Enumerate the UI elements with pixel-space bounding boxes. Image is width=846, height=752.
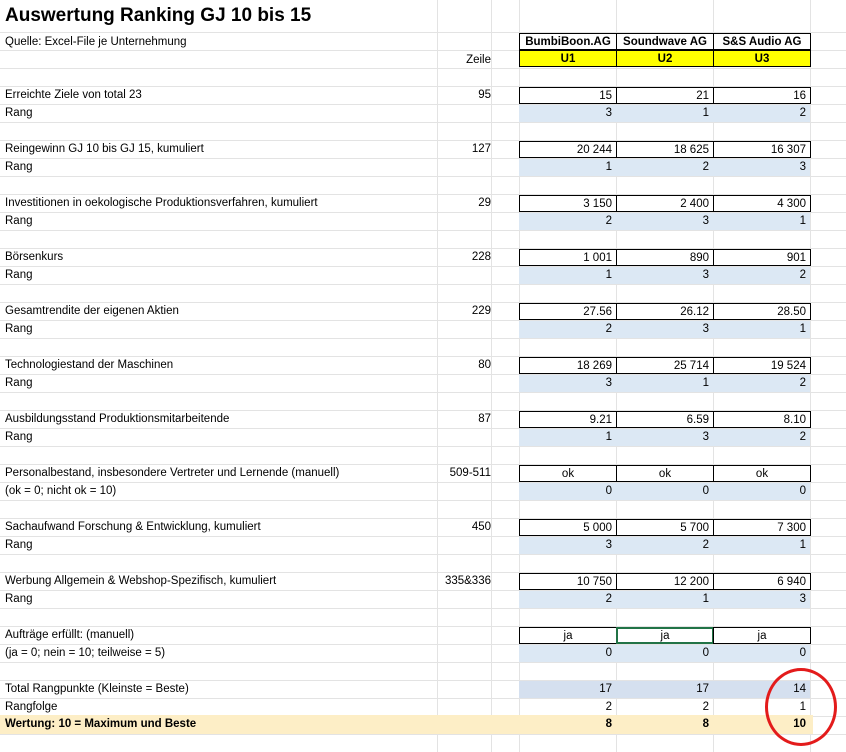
criterion-value-u1[interactable]: 9.21	[519, 411, 617, 428]
criterion-rank-u1[interactable]: 0	[519, 483, 616, 500]
criterion-rank-u2[interactable]: 0	[616, 483, 713, 500]
criterion-value-u2[interactable]: ja	[616, 627, 714, 644]
company-name-u1[interactable]: BumbiBoon.AG	[519, 33, 617, 50]
criterion-label: Technologiestand der Maschinen	[5, 359, 174, 371]
company-code-u1[interactable]: U1	[519, 50, 617, 67]
criterion-rank-u3[interactable]: 2	[713, 429, 810, 446]
criterion-rank-u2[interactable]: 1	[616, 591, 713, 608]
total-u2[interactable]: 17	[616, 681, 713, 698]
criterion-label: Aufträge erfüllt: (manuell)	[5, 629, 135, 641]
criterion-value-u3[interactable]: 4 300	[713, 195, 811, 212]
criterion-zeile: 335&336	[444, 575, 491, 587]
criterion-sublabel: Rang	[5, 431, 33, 443]
criterion-rank-u1[interactable]: 1	[519, 429, 616, 446]
criterion-sublabel: Rang	[5, 593, 33, 605]
criterion-value-u2[interactable]: 890	[616, 249, 714, 266]
criterion-label: Erreichte Ziele von total 23	[5, 89, 142, 101]
criterion-value-u3[interactable]: 901	[713, 249, 811, 266]
criterion-rank-u2[interactable]: 1	[616, 375, 713, 392]
criterion-sublabel: Rang	[5, 107, 33, 119]
criterion-label: Ausbildungsstand Produktionsmitarbeitende	[5, 413, 230, 425]
criterion-label: Werbung Allgemein & Webshop-Spezifisch, kumuliert	[5, 575, 277, 587]
criterion-zeile: 80	[478, 359, 491, 371]
criterion-sublabel: Rang	[5, 215, 33, 227]
criterion-value-u2[interactable]: 26.12	[616, 303, 714, 320]
source-note: Quelle: Excel-File je Unternehmung	[5, 36, 187, 48]
grid-row-line	[0, 176, 846, 177]
criterion-label: Sachaufwand Forschung & Entwicklung, kumuliert	[5, 521, 261, 533]
criterion-rank-u1[interactable]: 2	[519, 321, 616, 338]
grid-row-line	[0, 284, 846, 285]
criterion-rank-u2[interactable]: 3	[616, 267, 713, 284]
criterion-rank-u3[interactable]: 1	[713, 213, 810, 230]
criterion-label: Börsenkurs	[5, 251, 64, 263]
order-u2[interactable]: 2	[702, 701, 709, 713]
highlight-circle	[765, 668, 837, 746]
criterion-rank-u2[interactable]: 0	[616, 645, 713, 662]
criterion-sublabel: Rang	[5, 323, 33, 335]
criterion-rank-u2[interactable]: 1	[616, 105, 713, 122]
criterion-rank-u2[interactable]: 3	[616, 213, 713, 230]
criterion-rank-u1[interactable]: 3	[519, 375, 616, 392]
order-u3[interactable]: 1	[799, 701, 806, 713]
criterion-sublabel: Rang	[5, 269, 33, 281]
grid-row-line	[0, 734, 846, 735]
order-label: Rangfolge	[5, 701, 58, 713]
company-code-u2[interactable]: U2	[616, 50, 714, 67]
criterion-rank-u1[interactable]: 1	[519, 159, 616, 176]
grid-row-line	[0, 500, 846, 501]
criterion-rank-u2[interactable]: 2	[616, 537, 713, 554]
criterion-label: Reingewinn GJ 10 bis GJ 15, kumuliert	[5, 143, 204, 155]
criterion-value-u1[interactable]: 15	[519, 87, 617, 104]
grid-row-line	[0, 446, 846, 447]
total-u3[interactable]: 14	[713, 681, 810, 698]
total-u1[interactable]: 17	[519, 681, 616, 698]
company-name-u3[interactable]: S&S Audio AG	[713, 33, 811, 50]
sheet-title: Auswertung Ranking GJ 10 bis 15	[5, 5, 312, 26]
criterion-sublabel: (ok = 0; nicht ok = 10)	[5, 485, 117, 497]
total-label: Total Rangpunkte (Kleinste = Beste)	[5, 683, 189, 695]
criterion-rank-u3[interactable]: 1	[713, 537, 810, 554]
grid-column-line	[437, 0, 438, 752]
criterion-zeile: 229	[471, 305, 491, 317]
criterion-value-u2[interactable]: 12 200	[616, 573, 714, 590]
criterion-value-u2[interactable]: 25 714	[616, 357, 714, 374]
criterion-value-u2[interactable]: 5 700	[616, 519, 714, 536]
criterion-zeile: 450	[471, 521, 491, 533]
criterion-sublabel: (ja = 0; nein = 10; teilweise = 5)	[5, 647, 166, 659]
criterion-rank-u3[interactable]: 1	[713, 321, 810, 338]
criterion-value-u3[interactable]: 16	[713, 87, 811, 104]
criterion-rank-u1[interactable]: 3	[519, 537, 616, 554]
criterion-rank-u2[interactable]: 3	[616, 429, 713, 446]
grid-row-line	[0, 122, 846, 123]
score-u3[interactable]: 10	[793, 718, 806, 730]
criterion-rank-u1[interactable]: 2	[519, 591, 616, 608]
criterion-value-u1[interactable]: 10 750	[519, 573, 617, 590]
criterion-value-u1[interactable]: ok	[519, 465, 617, 482]
grid-row-line	[0, 554, 846, 555]
criterion-value-u1[interactable]: 27.56	[519, 303, 617, 320]
company-code-u3[interactable]: U3	[713, 50, 811, 67]
criterion-value-u1[interactable]: 5 000	[519, 519, 617, 536]
criterion-zeile: 228	[471, 251, 491, 263]
grid-row-line	[0, 230, 846, 231]
criterion-zeile: 29	[478, 197, 491, 209]
grid-row-line	[0, 68, 846, 69]
criterion-value-u2[interactable]: 18 625	[616, 141, 714, 158]
criterion-rank-u1[interactable]: 3	[519, 105, 616, 122]
criterion-rank-u3[interactable]: 2	[713, 267, 810, 284]
criterion-value-u2[interactable]: 21	[616, 87, 714, 104]
criterion-value-u1[interactable]: ja	[519, 627, 617, 644]
criterion-zeile: 127	[471, 143, 491, 155]
grid-row-line	[0, 338, 846, 339]
grid-row-line	[0, 662, 846, 663]
criterion-value-u3[interactable]: 16 307	[713, 141, 811, 158]
criterion-label: Gesamtrendite der eigenen Aktien	[5, 305, 179, 317]
criterion-sublabel: Rang	[5, 539, 33, 551]
criterion-sublabel: Rang	[5, 161, 33, 173]
grid-row-line	[0, 392, 846, 393]
criterion-value-u1[interactable]: 18 269	[519, 357, 617, 374]
criterion-rank-u3[interactable]: 3	[713, 159, 810, 176]
criterion-value-u3[interactable]: 7 300	[713, 519, 811, 536]
criterion-rank-u1[interactable]: 0	[519, 645, 616, 662]
criterion-rank-u3[interactable]: 2	[713, 105, 810, 122]
company-name-u2[interactable]: Soundwave AG	[616, 33, 714, 50]
criterion-zeile: 87	[478, 413, 491, 425]
criterion-rank-u2[interactable]: 3	[616, 321, 713, 338]
criterion-rank-u3[interactable]: 3	[713, 591, 810, 608]
criterion-rank-u3[interactable]: 0	[713, 483, 810, 500]
criterion-value-u3[interactable]: 8.10	[713, 411, 811, 428]
criterion-value-u1[interactable]: 3 150	[519, 195, 617, 212]
criterion-label: Investitionen in oekologische Produktionsverfahren, kumuliert	[5, 197, 318, 209]
zeile-header: Zeile	[466, 54, 491, 66]
criterion-rank-u3[interactable]: 2	[713, 375, 810, 392]
criterion-rank-u1[interactable]: 1	[519, 267, 616, 284]
order-u1[interactable]: 2	[605, 701, 612, 713]
score-u2[interactable]: 8	[702, 718, 709, 730]
criterion-zeile: 509-511	[449, 467, 491, 479]
criterion-rank-u3[interactable]: 0	[713, 645, 810, 662]
criterion-value-u3[interactable]: ja	[713, 627, 811, 644]
criterion-value-u1[interactable]: 20 244	[519, 141, 617, 158]
criterion-value-u3[interactable]: 19 524	[713, 357, 811, 374]
criterion-rank-u2[interactable]: 2	[616, 159, 713, 176]
criterion-value-u1[interactable]: 1 001	[519, 249, 617, 266]
grid-row-line	[0, 608, 846, 609]
criterion-value-u2[interactable]: 2 400	[616, 195, 714, 212]
criterion-value-u2[interactable]: ok	[616, 465, 714, 482]
score-u1[interactable]: 8	[605, 718, 612, 730]
criterion-rank-u1[interactable]: 2	[519, 213, 616, 230]
criterion-value-u3[interactable]: ok	[713, 465, 811, 482]
criterion-sublabel: Rang	[5, 377, 33, 389]
grid-column-line	[491, 0, 492, 752]
criterion-value-u3[interactable]: 6 940	[713, 573, 811, 590]
criterion-zeile: 95	[478, 89, 491, 101]
score-label: Wertung: 10 = Maximum und Beste	[5, 718, 197, 730]
criterion-label: Personalbestand, insbesondere Vertreter und Lernende (manuell)	[5, 467, 340, 479]
criterion-value-u3[interactable]: 28.50	[713, 303, 811, 320]
criterion-value-u2[interactable]: 6.59	[616, 411, 714, 428]
